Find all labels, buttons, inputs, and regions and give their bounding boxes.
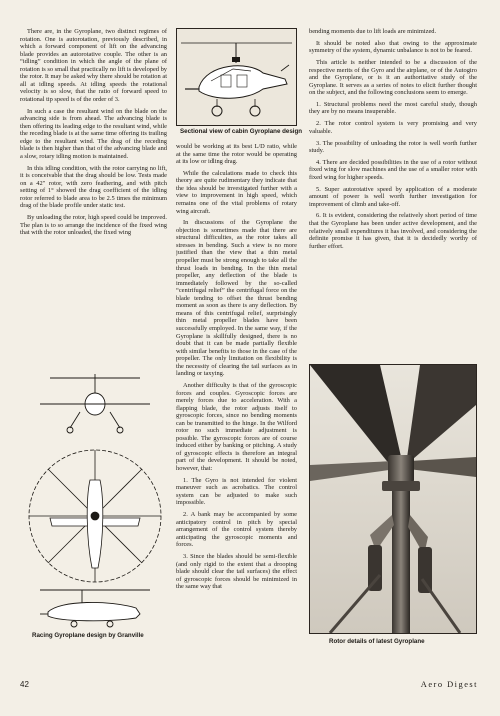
rotor-photo — [309, 364, 477, 634]
article-column-3 — [309, 28, 477, 362]
cabin-drawing — [176, 28, 297, 126]
paragraph: It should be noted also that owing to the approximate symmetry of the system, dynamic unbalance is not to be feared. — [309, 39, 477, 55]
paragraph: By unloading the rotor, high speed could be improved. The plan is to so arrange the incidence of the fixed wing that with the rotor unloaded, the fixed wing — [20, 214, 167, 237]
paragraph: 1. Structural problems need the most careful study, though they are by no means insuperable. — [309, 100, 477, 116]
racing-gyroplane-figure — [20, 368, 170, 646]
caption-cabin: Sectional view of cabin Gyroplane design — [180, 128, 303, 135]
paragraph: 5. Super autorotative speed by application of a moderate amount of power is well worth further investigation for improvement of climb and take-off. — [309, 185, 477, 208]
page-number: 42 — [20, 680, 29, 689]
paragraph: bending moments due to lift loads are minimized. — [309, 28, 437, 35]
cabin-sectional-drawing — [177, 29, 296, 125]
cabin-gyroplane-figure — [176, 28, 303, 140]
caption-racing: Racing Gyroplane design by Granville — [32, 632, 144, 639]
paragraph: 4. There are decided possibilities in the use of a rotor without fixed wing for slow machines and the use of a smaller rotor with fixed wing for higher speeds. — [309, 158, 477, 181]
rotor-photo-figure — [309, 364, 477, 650]
paragraph: 3. Since the blades should be semi-flexible (and only rigid to the extent that a drooping blade should clear the tail surfaces) the effect of gyroscopic forces should be minimized in the same way that — [176, 553, 297, 591]
paragraph: 2. The rotor control system is very promising and very valuable. — [309, 120, 477, 135]
paragraph: would be working at its best L/D ratio, while at the same time the rotor would be operating at its low or idling drag. — [176, 143, 297, 166]
article-column-1 — [20, 28, 167, 364]
racing-gyroplane-drawings — [20, 368, 170, 630]
caption-rotor: Rotor details of latest Gyroplane — [329, 638, 425, 645]
journal-name: Aero Digest — [420, 680, 478, 689]
rotor-hub-photo — [310, 365, 476, 633]
paragraph: In this idling condition, with the rotor carrying no lift, it is conceivable that the drag should be low. Tests made on a 42" rotor, with zero feathering, and with pitch setting of 1° showed the drag coefficient of the idling rotor referred to blade area to be 2.5 times the minimum drag of the blade profile under static test. — [20, 164, 167, 210]
paragraph: This article is neither intended to be a discussion of the respective merits of the Gyro and the airplane, or of the Autogiro and the Gyroplane, or is it an authoritative study of the Gyroplane. It serves as a series of notes to elicit further thought on the subject, and the following conclusions seem to emerge. — [309, 59, 477, 97]
paragraph: 3. The possibility of unloading the rotor is well worth further study. — [309, 139, 477, 155]
paragraph: In such a case the resultant wind on the blade on the advancing side is from ahead. The advancing blade is then offering its leading edge to the resultant wind, while the receding blade is at the same time offering its trailing edge to the resultant wind. The drag of the receding blade is then higher than that of the advancing blade and a slow, rotary idling motion is maintained. — [20, 107, 167, 160]
article-column-2 — [176, 143, 297, 663]
paragraph: Another difficulty is that of the gyroscopic forces and couples. Gyroscopic forces are merely forces due to acceleration. With a flapping blade, the rotor adjusts itself to gyroscopic forces, since no bending moments can be transmitted to the hinge. In the Wilford rotor no such immediate adjustment is possible. The gyroscopic forces are of course induced either by banking or pitching. A study of gyroscopic effects is therefore an integral part of the development. It should be noted, however, that: — [176, 381, 297, 472]
paragraph: 6. It is evident, considering the relatively short period of time that the Gyroplane has been under active development, and the relatively small expenditures it has involved, and considering the definite promise it has given, that it is decidedly worthy of further effort. — [309, 212, 477, 250]
paragraph: 2. A bank may be accompanied by some anticipatory control in pitch by special arrangement of the control system thereby anticipating the gyroscopic moments and forces. — [176, 511, 297, 549]
paragraph: In discussions of the Gyroplane the objection is sometimes made that there are structural difficulties, as the rotor takes all stresses in bending. Such a view is no more justified than the view that a thin metal propeller must be strong enough to take all the thrust loads in bending. In the thin metal propeller, any deflection of the blade is immediately followed by the so-called “centrifugal relief” the centrifugal force on the blade tending to offset the thrust bending moment as soon as there is any deflection. By means of this centrifugal relief, surprisingly thin metal propeller blades have been successfully employed. In the same way, if the Gyroplane is skillfully designed, there is no doubt that it can be made partially flexible with similar benefits to those in the case of the propeller. The only limitation on flexibility is the necessity of clearing the tail surfaces as in landing or taxying. — [176, 219, 297, 378]
paragraph: 1. The Gyro is not intended for violent maneuver such as acrobatics. The control system can be adjusted to make such impossible. — [176, 476, 297, 507]
paragraph: While the calculations made to check this theory are quite rudimentary they indicate that the idea should be investigated further with a view to improvement in high speed, which remains one of the vital problems of rotary wing aircraft. — [176, 169, 297, 215]
paragraph: There are, in the Gyroplane, two distinct regimes of rotation. One is autorotation, previously described, in which a forward component of lift on the advancing blade provides an autorotative couple. The other is an “idling” condition in which the angle of the plane of rotation is so small that practically no lift is developed by the rotor. It may be asked why there should be rotation at all at idling speeds. At idling speeds the rotational velocity is so slow, that the ratio of forward speed to rotational tip speed is of the order of 3. — [20, 28, 167, 103]
